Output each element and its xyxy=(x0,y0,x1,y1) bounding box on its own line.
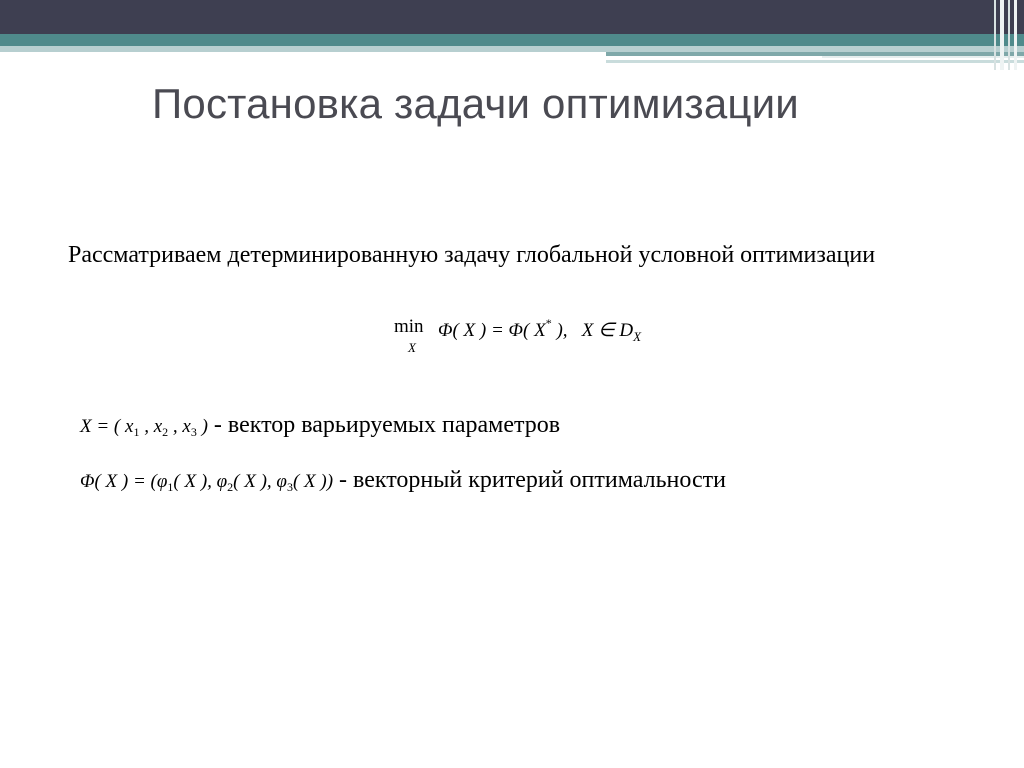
formula-tail-subscript: X xyxy=(633,329,642,344)
criterion-formula xyxy=(80,471,333,492)
min-operator: min xyxy=(394,316,424,337)
main-formula xyxy=(394,312,714,356)
teal-band xyxy=(0,34,1024,46)
formula-part: X = ( x xyxy=(80,416,134,437)
top-bar xyxy=(0,0,1024,34)
formula-part: ( X ), φ xyxy=(173,471,228,492)
min-subscript: X xyxy=(408,340,416,355)
decorative-line xyxy=(606,60,1024,63)
subscript: 2 xyxy=(227,480,234,494)
formula-part: ( X )) xyxy=(292,471,334,492)
formula-tail: ), X ∈ D xyxy=(551,320,634,341)
decorative-stripe xyxy=(1008,0,1010,70)
decorative-stripe xyxy=(1000,0,1004,70)
decorative-stripe xyxy=(994,0,996,70)
definition-text: - вектор варьируемых параметров xyxy=(207,412,561,438)
subscript: 1 xyxy=(167,480,174,494)
vector-formula xyxy=(80,416,208,437)
problem-statement: Рассматриваем детерминированную задачу глобальной условной оптимизации xyxy=(68,242,876,268)
formula-part: ) xyxy=(196,416,208,437)
definition-row xyxy=(80,412,560,440)
formula-part: Φ( X ) = (φ xyxy=(80,471,168,492)
subscript: 3 xyxy=(190,425,197,439)
formula-part: ( X ), φ xyxy=(233,471,287,492)
subscript: 2 xyxy=(162,425,169,439)
formula-part: , x xyxy=(139,416,163,437)
definition-text: - векторный критерий оптимальности xyxy=(333,467,726,493)
definition-row xyxy=(80,467,726,495)
formula-expression xyxy=(438,316,641,345)
decorative-stripe xyxy=(1014,0,1017,70)
slide-title: Постановка задачи оптимизации xyxy=(152,80,799,127)
subscript: 3 xyxy=(286,480,293,494)
formula-body: Φ( X ) = Φ( X xyxy=(438,320,546,341)
formula-superscript: * xyxy=(545,316,552,330)
subscript: 1 xyxy=(133,425,140,439)
formula-part: , x xyxy=(168,416,191,437)
